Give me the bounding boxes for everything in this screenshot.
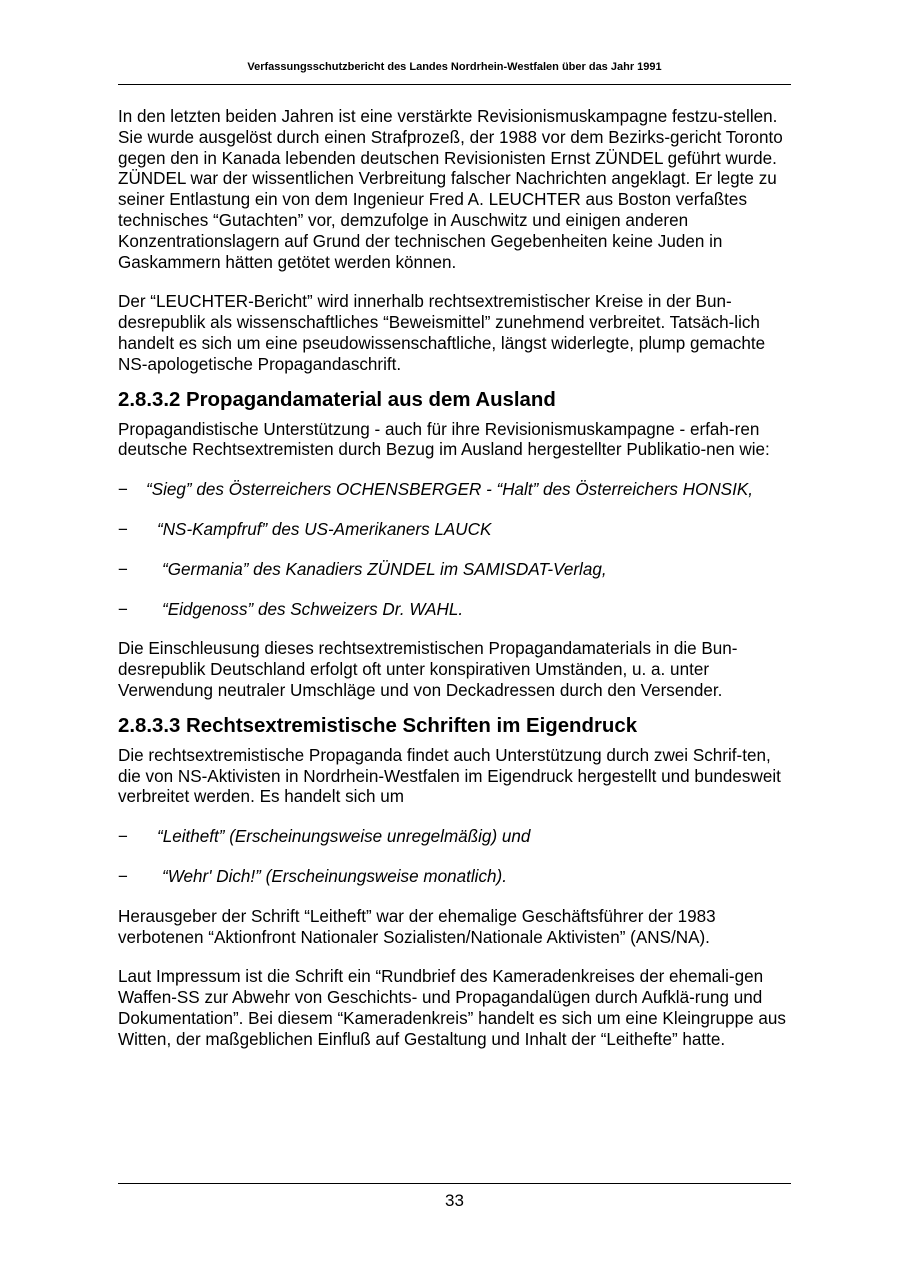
list-item-germania bbox=[118, 560, 790, 581]
paragraph-smuggling: Die Einschleusung dieses rechtsextremistischen Propagandamaterials in die Bun-desrepublik Deutschland erfolgt oft unter konspirativen Umständen, u. a. unter Verwendung neutraler Umschläge und von Deckadressen durch den Versender. bbox=[118, 639, 738, 700]
list-item-text: “NS-Kampfruf” des US-Amerikaners LAUCK bbox=[157, 519, 492, 539]
running-header: Verfassungsschutzbericht des Landes Nordrhein-Westfalen über das Jahr 1991 bbox=[247, 61, 662, 73]
list-item-text: “Leitheft” (Erscheinungsweise unregelmäßig) und bbox=[157, 827, 531, 847]
paragraph-publisher: Herausgeber der Schrift “Leitheft” war der ehemalige Geschäftsführer der 1983 verbotenen “Aktionfront Nationaler Sozialisten/Nationale Aktivisten” (ANS/NA). bbox=[118, 906, 716, 947]
list-item-text: “Eidgenoss” des Schweizers Dr. WAHL. bbox=[162, 599, 464, 619]
dash-bullet: − bbox=[118, 480, 128, 500]
dash-bullet: − bbox=[118, 866, 128, 886]
paragraph-leuchter-report: Der “LEUCHTER-Bericht” wird innerhalb rechtsextremistischer Kreise in der Bun-desrepublik als wissenschaftliches “Beweismittel” zunehmend verbreitet. Tatsäch-lich handelt es sich um eine pseudowissenschaftliche, längst widerlegte, plump gemachte NS-apologetische Propagandaschrift. bbox=[118, 292, 766, 374]
list-item-ns-kampfruf bbox=[118, 520, 790, 541]
list-item-text: “Wehr' Dich!” (Erscheinungsweise monatlich). bbox=[162, 866, 507, 886]
dash-bullet: − bbox=[118, 559, 128, 579]
header-divider bbox=[118, 84, 791, 85]
list-item-leitheft bbox=[118, 827, 790, 848]
list-item-wehr-dich bbox=[118, 867, 790, 888]
paragraph-impressum: Laut Impressum ist die Schrift ein “Rundbrief des Kameradenkreises der ehemali-gen Waffen-SS zur Abwehr von Geschichts- und Propagandalügen durch Aufklä-rung und Dokumentation”. Bei diesem “Kameradenkreis” handelt es sich um eine Kleingruppe aus Witten, der maßgeblichen Einfluß auf Gestaltung und Inhalt der “Leithefte” hatte. bbox=[118, 967, 786, 1049]
paragraph-two-publications: Die rechtsextremistische Propaganda findet auch Unterstützung durch zwei Schrif-ten, die von NS-Aktivisten in Nordrhein-Westfalen im Eigendruck hergestellt und bundesweit verbreitet werden. Es handelt sich um bbox=[118, 745, 781, 807]
list-item-text: “Germania” des Kanadiers ZÜNDEL im SAMISDAT-Verlag, bbox=[162, 559, 607, 579]
dash-bullet: − bbox=[118, 519, 128, 539]
dash-bullet: − bbox=[118, 827, 128, 847]
list-item-sieg-halt bbox=[118, 480, 790, 501]
paragraph-revisionism-campaign: In den letzten beiden Jahren ist eine verstärkte Revisionismuskampagne festzu-stellen. Sie wurde ausgelöst durch einen Strafprozeß, der 1988 vor dem Bezirks-gericht Toronto gegen den in Kanada lebenden deutschen Revisionisten Ernst ZÜNDEL geführt wurde. ZÜNDEL war der wissentlichen Verbreitung falscher Nachrichten angeklagt. Er legte zu seiner Entlastung ein von dem Ingenieur Fred A. LEUCHTER aus Boston verfaßtes technisches “Gutachten” vor, demzufolge in Auschwitz und einigen anderen Konzentrationslagern auf Grund der technischen Gegebenheiten keine Juden in Gaskammern hätten getötet werden können. bbox=[118, 107, 783, 272]
section-heading-self-published: 2.8.3.3 Rechtsextremistische Schriften im Eigendruck bbox=[118, 714, 638, 737]
section-heading-propaganda-abroad: 2.8.3.2 Propagandamaterial aus dem Ausland bbox=[118, 388, 556, 411]
paragraph-foreign-support: Propagandistische Unterstützung - auch für ihre Revisionismuskampagne - erfah-ren deutsche Rechtsextremisten durch Bezug im Ausland hergestellter Publikatio-nen wie: bbox=[118, 419, 770, 460]
dash-bullet: − bbox=[118, 599, 128, 619]
page-number: 33 bbox=[445, 1191, 464, 1210]
footer-divider bbox=[118, 1183, 791, 1184]
list-item-eidgenoss bbox=[118, 600, 790, 621]
list-item-text: “Sieg” des Österreichers OCHENSBERGER - “Halt” des Österreichers HONSIK, bbox=[146, 480, 753, 500]
page-content bbox=[118, 107, 790, 1051]
